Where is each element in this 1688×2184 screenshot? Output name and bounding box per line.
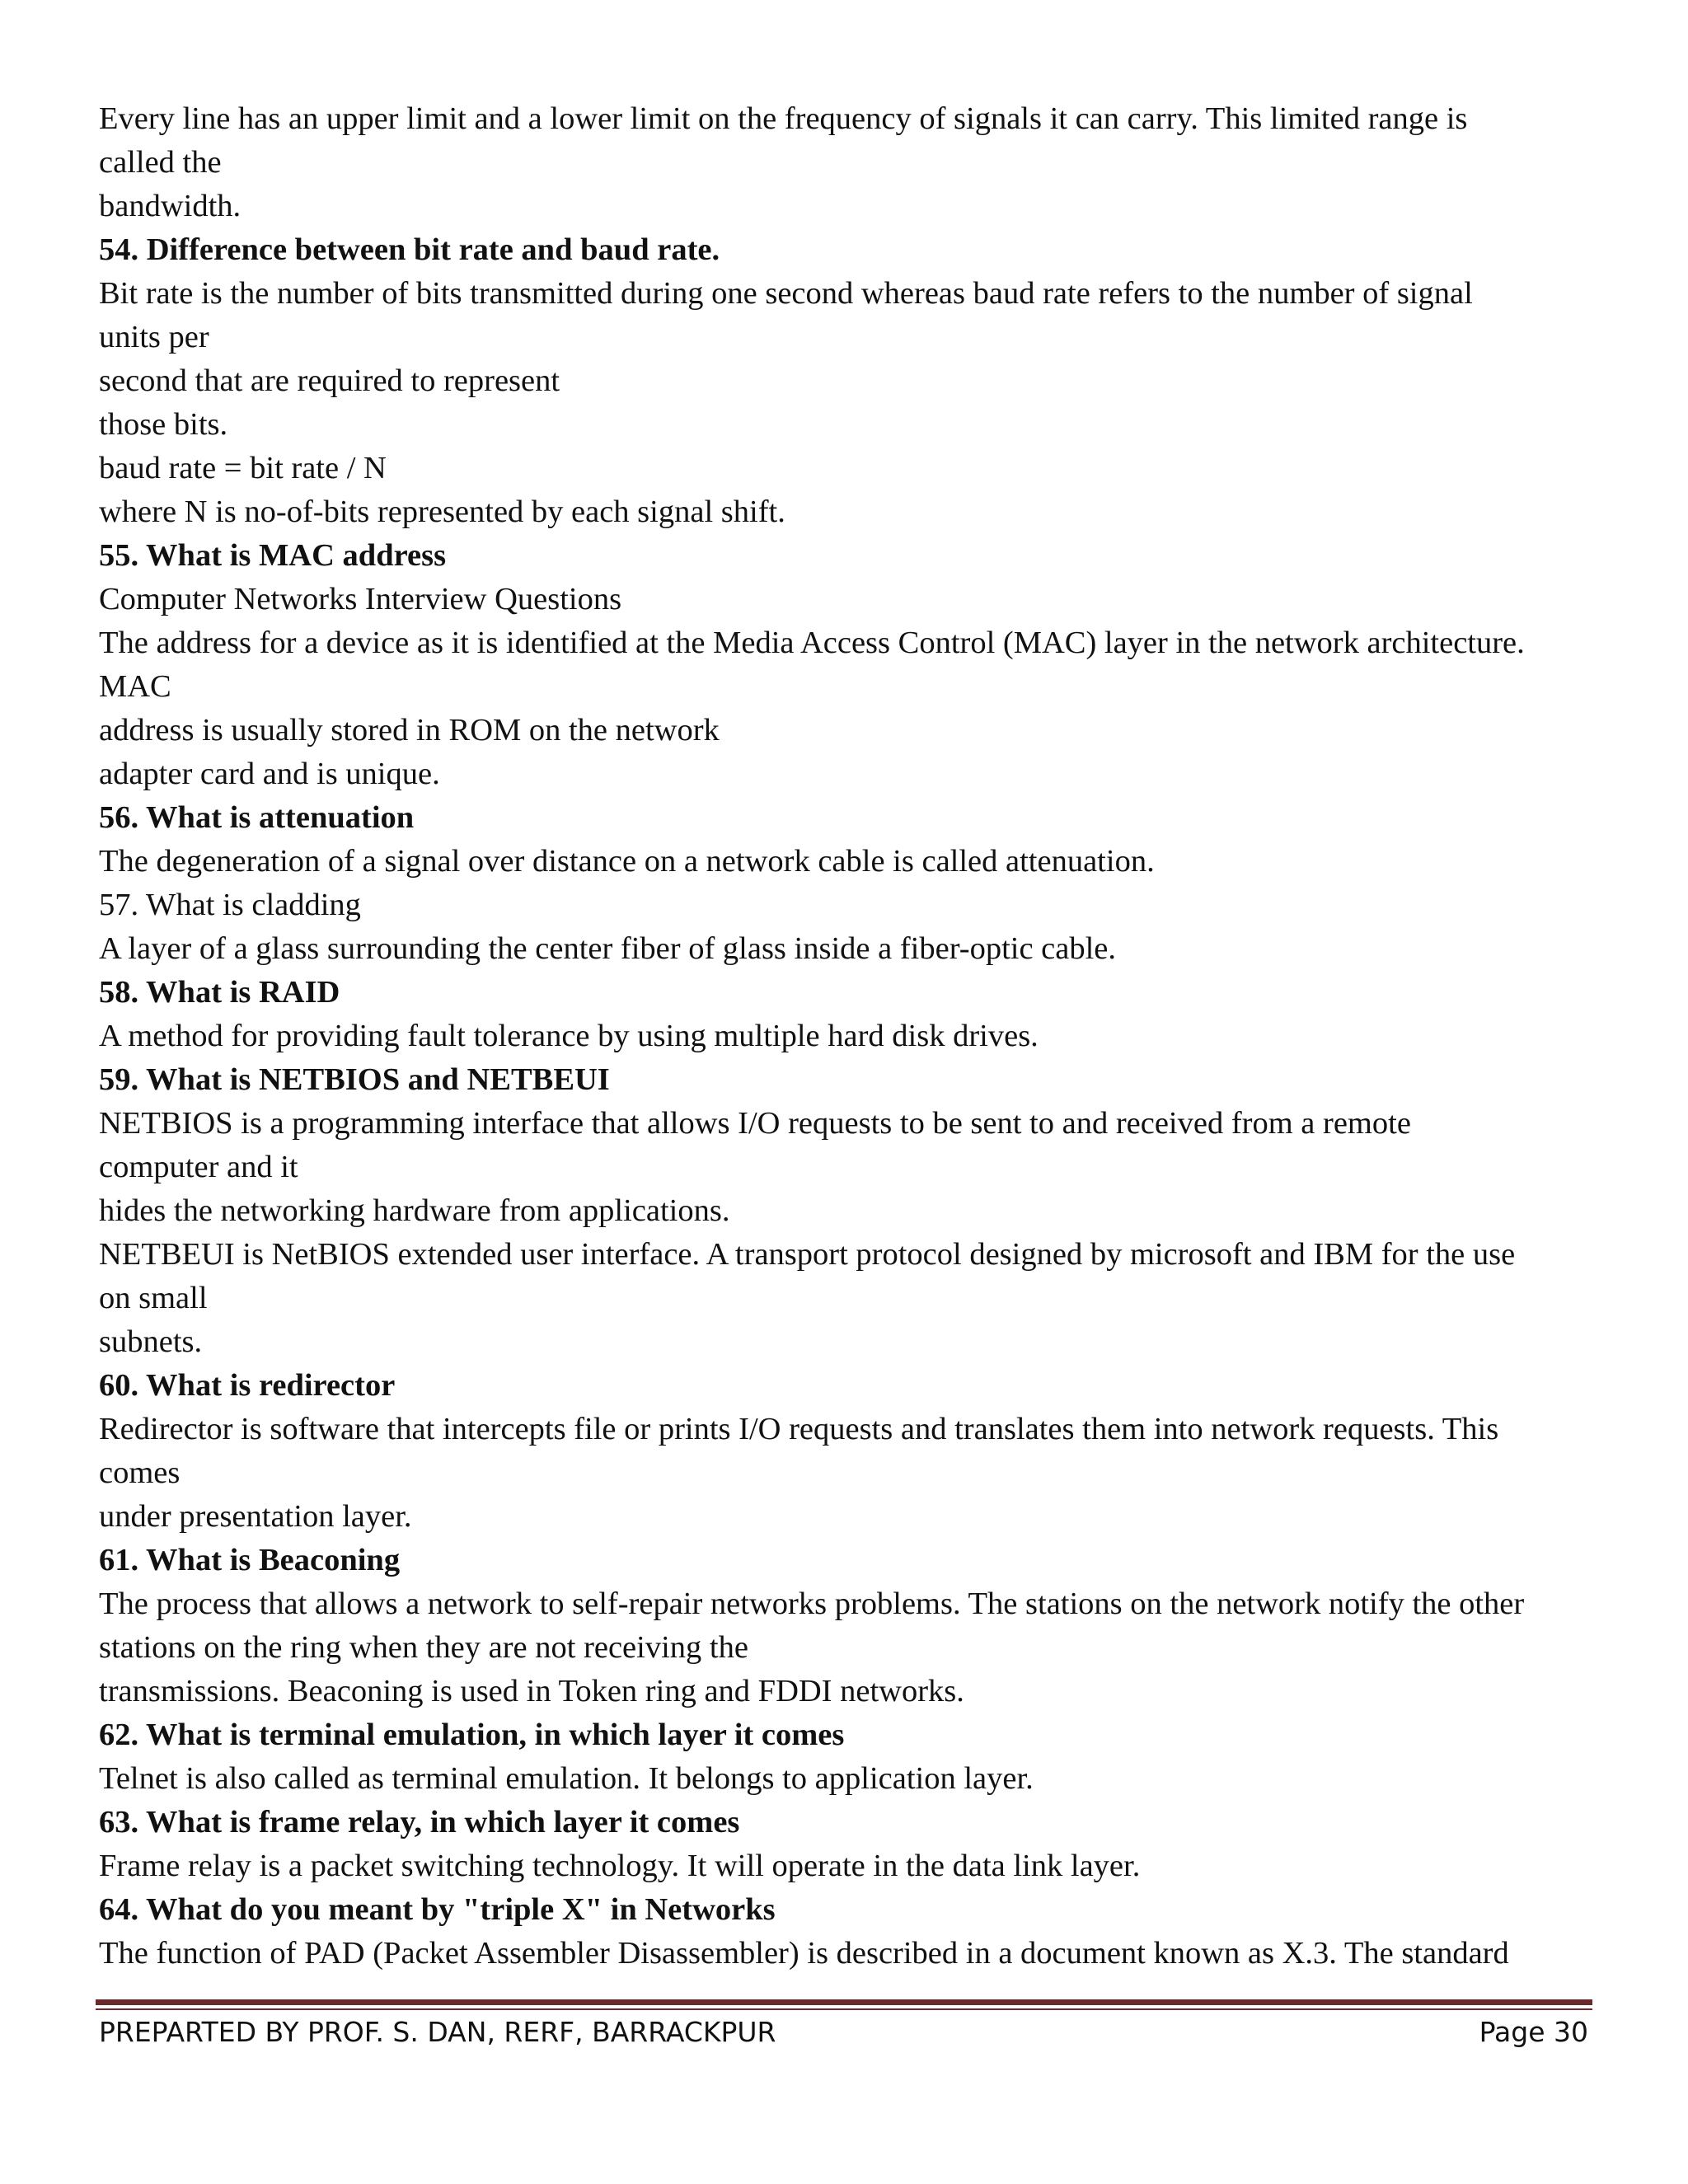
body-text-line: MAC xyxy=(99,669,171,704)
body-text-line: subnets. xyxy=(99,1324,203,1359)
body-text-line: bandwidth. xyxy=(99,189,241,223)
body-text-line: on small xyxy=(99,1281,208,1315)
body-text-line: units per xyxy=(99,320,209,354)
body-text-line: Bit rate is the number of bits transmitted during one second whereas baud rate refers to the number of signal xyxy=(99,276,1473,311)
body-text-line: hides the networking hardware from applications. xyxy=(99,1193,730,1228)
question-heading: 54. Difference between bit rate and baud rate. xyxy=(99,232,720,267)
body-text-line: A method for providing fault tolerance by using multiple hard disk drives. xyxy=(99,1019,1039,1053)
body-text-line: address is usually stored in ROM on the network xyxy=(99,713,720,748)
footer-author: PREPARTED BY PROF. S. DAN, RERF, BARRACKPUR xyxy=(99,2016,776,2048)
question-heading: 61. What is Beaconing xyxy=(99,1543,401,1577)
body-text-line: baud rate = bit rate / N xyxy=(99,451,387,485)
footer-rule-thin xyxy=(96,2008,1592,2010)
body-text-line: The address for a device as it is identified at the Media Access Control (MAC) layer in the network architecture. xyxy=(99,626,1525,660)
body-text-line: under presentation layer. xyxy=(99,1499,412,1534)
footer-rule xyxy=(96,1999,1592,2005)
body-text-line: computer and it xyxy=(99,1150,298,1184)
body-text-line: Computer Networks Interview Questions xyxy=(99,582,622,616)
question-heading: 62. What is terminal emulation, in which layer it comes xyxy=(99,1718,845,1752)
question-heading: 58. What is RAID xyxy=(99,975,340,1010)
body-text-line: NETBEUI is NetBIOS extended user interface. A transport protocol designed by microsoft and IBM for the use xyxy=(99,1237,1516,1272)
body-text-line: The degeneration of a signal over distance on a network cable is called attenuation. xyxy=(99,844,1155,879)
body-text-line: called the xyxy=(99,145,222,180)
body-text-line: those bits. xyxy=(99,407,228,442)
question-heading: 55. What is MAC address xyxy=(99,538,447,573)
body-text-line: NETBIOS is a programming interface that allows I/O requests to be sent to and received from a remote xyxy=(99,1106,1411,1141)
body-text-line: where N is no-of-bits represented by each signal shift. xyxy=(99,494,785,529)
body-text-line: A layer of a glass surrounding the center fiber of glass inside a fiber-optic cable. xyxy=(99,931,1117,966)
question-heading: 56. What is attenuation xyxy=(99,800,415,835)
body-text-line: Redirector is software that intercepts file or prints I/O requests and translates them into network requests. This xyxy=(99,1412,1499,1446)
body-text-line: adapter card and is unique. xyxy=(99,757,440,791)
body-text-line: comes xyxy=(99,1455,181,1490)
body-text-line: The function of PAD (Packet Assembler Disassembler) is described in a document known as X.3. The standard xyxy=(99,1936,1509,1971)
body-text-line: transmissions. Beaconing is used in Token ring and FDDI networks. xyxy=(99,1674,964,1708)
body-text-line: Frame relay is a packet switching technology. It will operate in the data link layer. xyxy=(99,1849,1141,1883)
body-text-line: The process that allows a network to self-repair networks problems. The stations on the network notify the other xyxy=(99,1586,1525,1621)
question-heading: 64. What do you meant by "triple X" in Networks xyxy=(99,1892,776,1927)
body-text-line: Every line has an upper limit and a lower limit on the frequency of signals it can carry. This limited range is xyxy=(99,101,1468,136)
page-number: Page 30 xyxy=(1479,2016,1588,2048)
question-heading: 59. What is NETBIOS and NETBEUI xyxy=(99,1062,610,1097)
body-text-line: second that are required to represent xyxy=(99,363,560,398)
question-heading: 60. What is redirector xyxy=(99,1368,396,1403)
body-text-line: 57. What is cladding xyxy=(99,888,361,922)
body-text-line: stations on the ring when they are not receiving the xyxy=(99,1630,748,1665)
document-body xyxy=(99,97,1599,1975)
body-text-line: Telnet is also called as terminal emulation. It belongs to application layer. xyxy=(99,1761,1034,1796)
question-heading: 63. What is frame relay, in which layer it comes xyxy=(99,1805,740,1840)
